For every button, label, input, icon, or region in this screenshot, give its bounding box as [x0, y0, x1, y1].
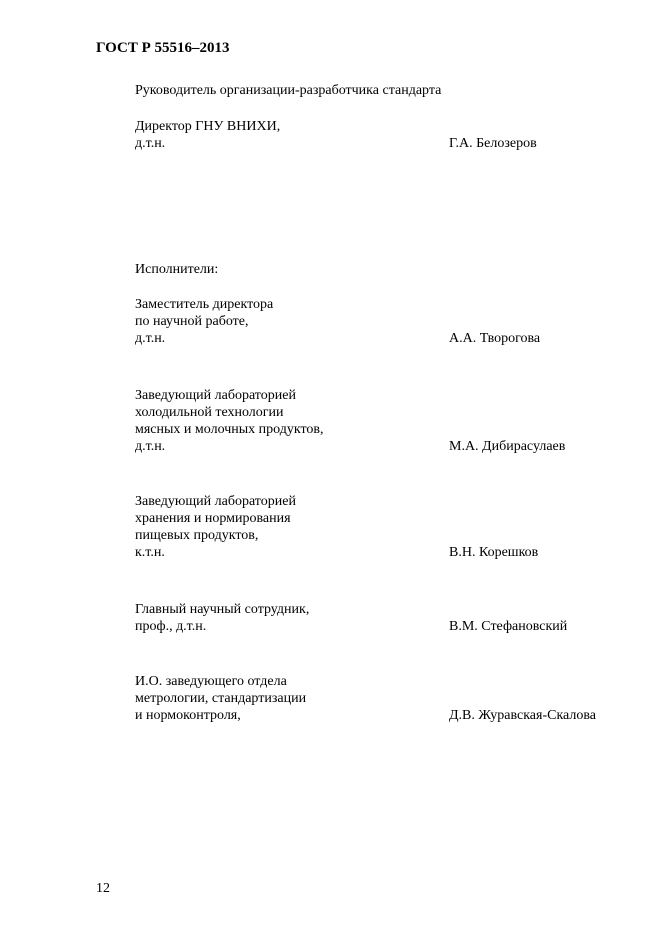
executor-position-line: Заместитель директора — [135, 297, 274, 312]
director-name: Г.А. Белозеров — [449, 136, 537, 151]
executor-position-line: мясных и молочных продуктов, — [135, 422, 324, 437]
executor-name: А.А. Творогова — [449, 331, 541, 346]
page-number: 12 — [96, 881, 110, 896]
executor-position-line: И.О. заведующего отдела — [135, 674, 287, 689]
executor-position-line: Заведующий лабораторией — [135, 388, 296, 403]
executor-name: Д.В. Журавская-Скалова — [449, 708, 596, 723]
executors-heading: Исполнители: — [135, 262, 219, 277]
intro-line: Руководитель организации-разработчика стандарта — [135, 83, 442, 98]
executor-position-line: Главный научный сотрудник, — [135, 602, 310, 617]
executor-position-line: Заведующий лабораторией — [135, 494, 296, 509]
executor-position-line: и нормоконтроля, — [135, 708, 241, 723]
executor-degree-line: д.т.н. — [135, 331, 166, 346]
executor-block — [135, 387, 635, 455]
executor-name: В.Н. Корешков — [449, 545, 539, 560]
director-block — [135, 118, 635, 152]
executor-block — [135, 601, 635, 635]
executor-degree-line: к.т.н. — [135, 545, 165, 560]
executor-position-line: по научной работе, — [135, 314, 249, 329]
director-degree-line: д.т.н. — [135, 136, 166, 151]
executor-block — [135, 296, 635, 347]
director-position-line: Директор ГНУ ВНИХИ, — [135, 119, 281, 134]
executor-position-line: холодильной технологии — [135, 405, 284, 420]
executor-block — [135, 673, 635, 724]
executor-name: В.М. Стефановский — [449, 619, 568, 634]
executor-position-line: хранения и нормирования — [135, 511, 291, 526]
executor-degree-line: д.т.н. — [135, 439, 166, 454]
executor-name: М.А. Дибирасулаев — [449, 439, 566, 454]
executor-position-line: метрологии, стандартизации — [135, 691, 307, 706]
executor-degree-line: проф., д.т.н. — [135, 619, 207, 634]
executor-position-line: пищевых продуктов, — [135, 528, 259, 543]
executor-block — [135, 493, 635, 561]
page-header: ГОСТ Р 55516–2013 — [96, 40, 230, 56]
